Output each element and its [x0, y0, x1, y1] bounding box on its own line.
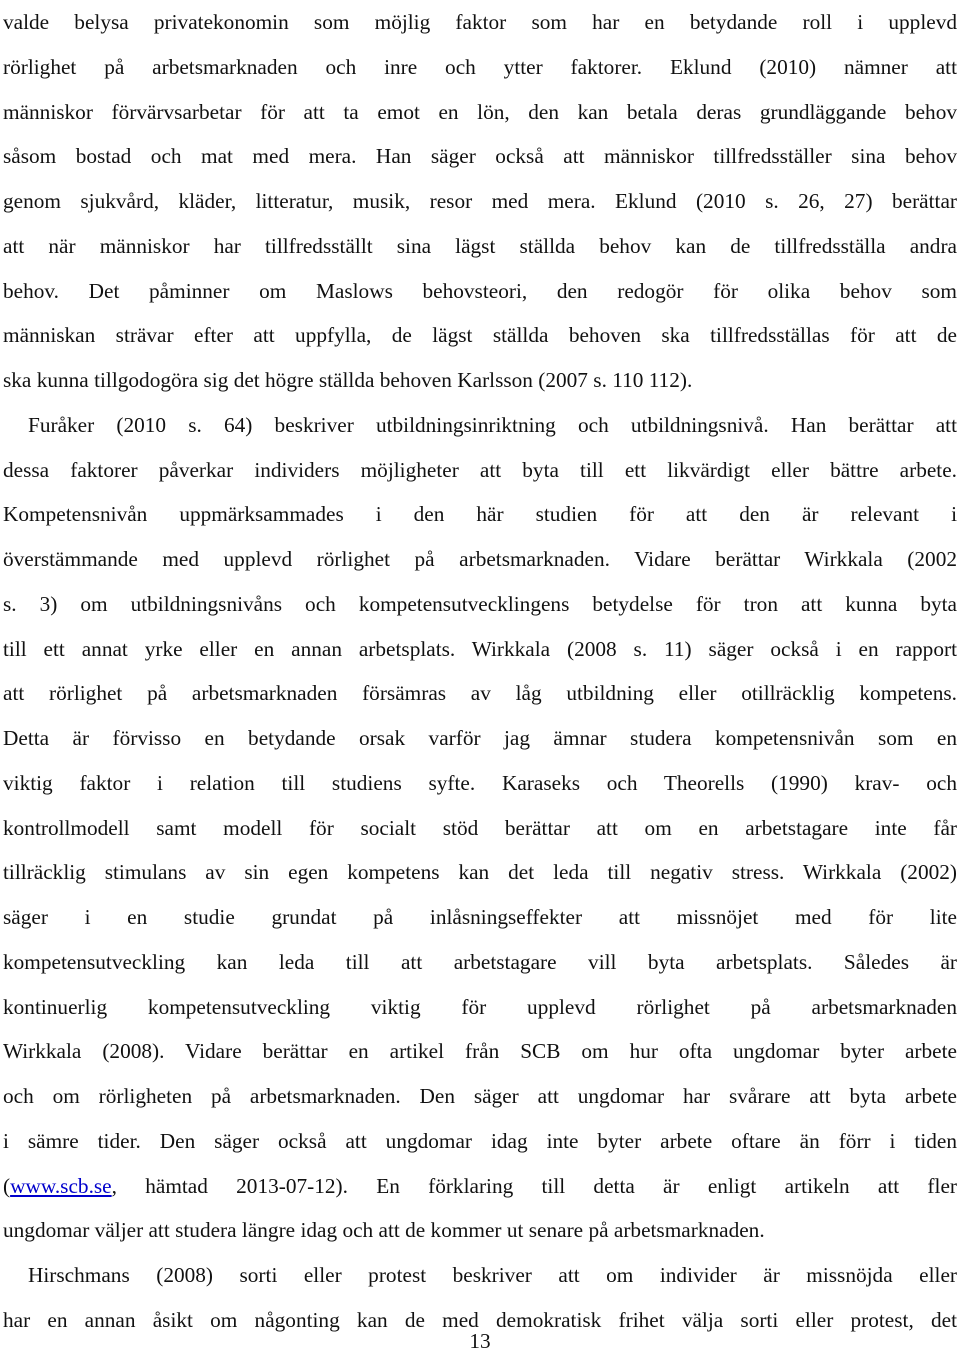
text-line: att när människor har tillfredsställt sina lägst ställda behov kan de tillfredsställa andra [3, 233, 957, 258]
scb-link[interactable]: www.scb.se [10, 1173, 112, 1198]
text-line: kompetensutveckling kan leda till att arbetstagare vill byta arbetsplats. Således är [3, 949, 957, 974]
text-line: genom sjukvård, kläder, litteratur, musik, resor med mera. Eklund (2010 s. 26, 27) berättar [3, 189, 957, 213]
body-text [3, 0, 957, 1343]
text-line: och om rörligheten på arbetsmarknaden. Den säger att ungdomar har svårare att byta arbete [3, 1084, 957, 1108]
text-line: kontinuerlig kompetensutveckling viktig för upplevd rörlighet på arbetsmarknaden [3, 994, 957, 1019]
text-line: Wirkkala (2008). Vidare berättar en artikel från SCB om hur ofta ungdomar byter arbete [3, 1039, 957, 1064]
paragraph-1 [3, 0, 957, 403]
text-line-with-link [3, 1164, 957, 1209]
text-line: kontrollmodell samt modell för socialt stöd berättar att om en arbetstagare inte får [3, 815, 957, 840]
text-line: människan strävar efter att uppfylla, de lägst ställda behoven ska tillfredsställas för att de [3, 323, 957, 348]
text-line: ungdomar väljer att studera längre idag och att de kommer ut senare på arbetsmarknaden. [3, 1218, 765, 1243]
text-line: valde belysa privatekonomin som möjlig faktor som har en betydande roll i upplevd [3, 10, 957, 34]
text-line: har en annan åsikt om någonting kan de med demokratisk frihet välja sorti eller protest, det [3, 1307, 957, 1332]
text-line: ska kunna tillgodogöra sig det högre ställda behoven Karlsson (2007 s. 110 112). [3, 368, 693, 392]
page-number: 13 [469, 1329, 491, 1353]
text-line: överstämmande med upplevd rörlighet på arbetsmarknaden. Vidare berättar Wirkkala (2002 [3, 547, 957, 571]
text-line: säger i en studie grundat på inlåsningseffekter att missnöjet med för lite [3, 905, 957, 929]
text-line: människor förvärvsarbetar för att ta emot en lön, den kan betala deras grundläggande behov [3, 99, 957, 124]
text-line: att rörlighet på arbetsmarknaden försämras av låg utbildning eller otillräcklig kompetens. [3, 681, 957, 706]
link-suffix: , hämtad 2013-07-12). En förklaring till detta är enligt artikeln att fler [111, 1173, 957, 1198]
text-line: Detta är förvisso en betydande orsak varför jag ämnar studera kompetensnivån som en [3, 726, 957, 750]
text-line: behov. Det påminner om Maslows behovsteori, den redogör för olika behov som [3, 278, 957, 303]
text-line: Hirschmans (2008) sorti eller protest beskriver att om individer är missnöjda eller [28, 1263, 957, 1287]
text-line: viktig faktor i relation till studiens syfte. Karaseks och Theorells (1990) krav- och [3, 770, 957, 795]
text-line: rörlighet på arbetsmarknaden och inre och ytter faktorer. Eklund (2010) nämner att [3, 54, 957, 79]
text-line: Furåker (2010 s. 64) beskriver utbildningsinriktning och utbildningsnivå. Han berättar att [28, 412, 957, 437]
paragraph-2 [3, 403, 957, 1253]
link-prefix: ( [3, 1173, 11, 1198]
text-line: tillräcklig stimulans av sin egen kompetens kan det leda till negativ stress. Wirkkala (2002) [3, 860, 957, 885]
text-line: s. 3) om utbildningsnivåns och kompetensutvecklingens betydelse för tron att kunna byta [3, 591, 957, 616]
text-line: såsom bostad och mat med mera. Han säger också att människor tillfredsställer sina behov [3, 144, 957, 169]
text-line: i sämre tider. Den säger också att ungdomar idag inte byter arbete oftare än förr i tiden [3, 1128, 957, 1153]
text-line: till ett annat yrke eller en annan arbetsplats. Wirkkala (2008 s. 11) säger också i en rapport [3, 636, 957, 661]
text-line: dessa faktorer påverkar individers möjligheter att byta till ett likvärdigt eller bättre arbete. [3, 457, 957, 482]
text-line: Kompetensnivån uppmärksammades i den här studien för att den är relevant i [3, 502, 957, 527]
